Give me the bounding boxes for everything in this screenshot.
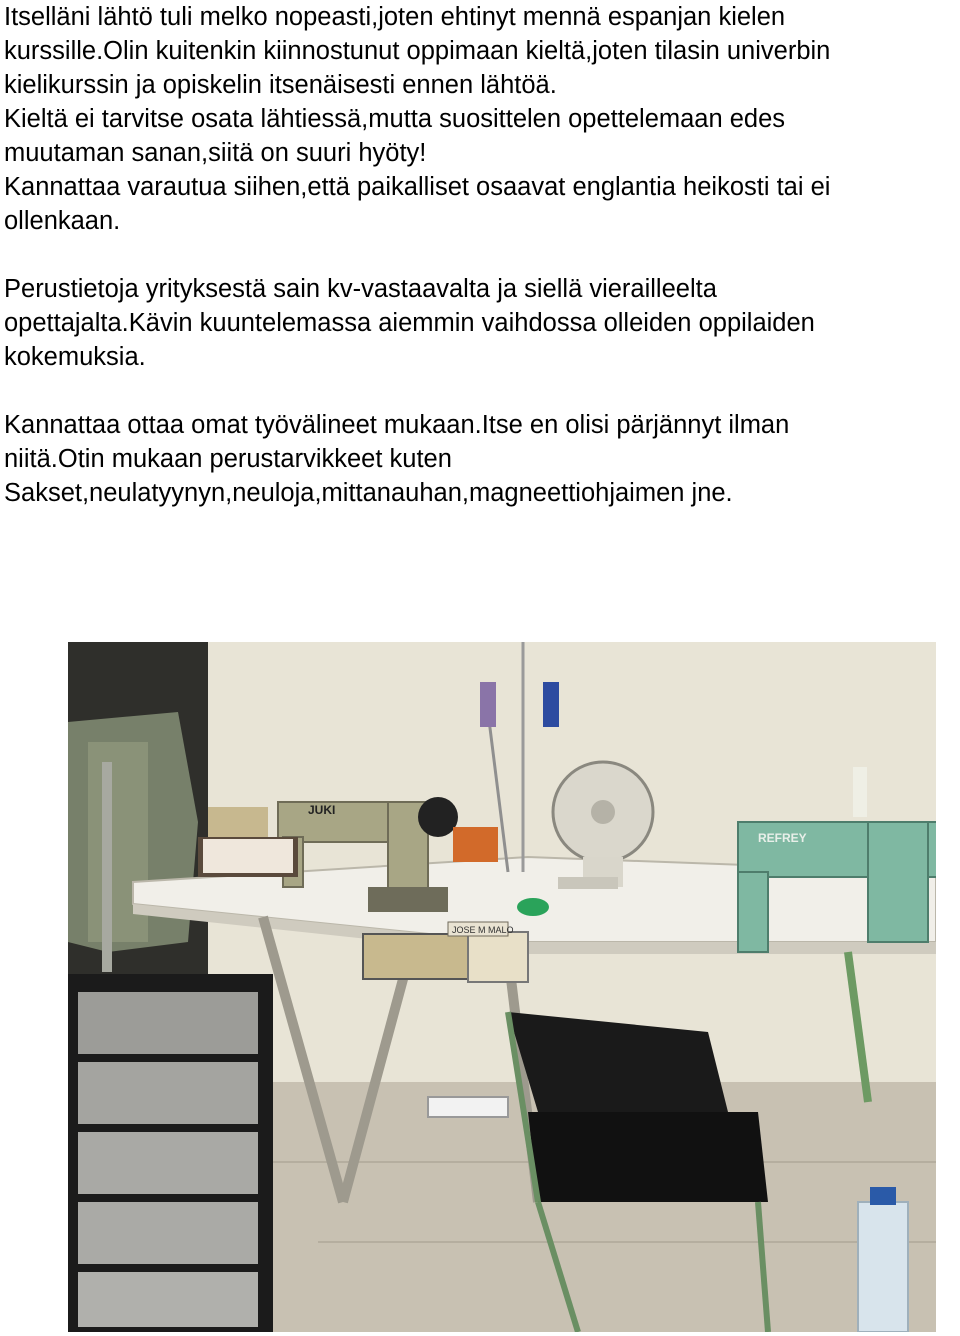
text-line: Itselläni lähtö tuli melko nopeasti,joten ehtinyt mennä espanjan kielen [4,3,786,31]
document-text [4,0,956,510]
orange-container [453,827,498,862]
text-line: Perustietoja yrityksestä sain kv-vastaavalta ja siellä vierailleelta [4,275,717,303]
drawer-cabinet [68,974,273,1332]
text-line: ollenkaan. [4,207,121,235]
text-line: kielikurssin ja opiskelin itsenäisesti ennen lähtöä. [4,71,557,99]
paragraph-gap [4,374,956,408]
paragraph-1 [4,0,956,238]
text-line: Sakset,neulatyynyn,neuloja,mittanauhan,magneettiohjaimen jne. [4,479,733,507]
paragraph-2 [4,272,956,374]
text-line: kurssille.Olin kuitenkin kiinnostunut oppimaan kieltä,joten tilasin univerbin [4,37,831,65]
juki-label: JUKI [308,803,336,817]
tape-roll [517,898,549,916]
text-line: muutaman sanan,siitä on suuri hyöty! [4,139,427,167]
text-line: Kannattaa ottaa omat työvälineet mukaan.Itse en olisi pärjännyt ilman [4,411,790,439]
paragraph-gap [4,238,956,272]
refrey-label: REFREY [758,831,807,845]
paragraph-3 [4,408,956,510]
text-line: opettajalta.Kävin kuuntelemassa aiemmin vaihdossa olleiden oppilaiden [4,309,815,337]
text-line: niitä.Otin mukaan perustarvikkeet kuten [4,445,452,473]
water-bottle [858,1187,908,1332]
text-line: Kannattaa varautua siihen,että paikalliset osaavat englantia heikosti tai ei [4,173,831,201]
table-sticker: JOSE M MALO [452,925,514,935]
text-line: Kieltä ei tarvitse osata lähtiessä,mutta suosittelen opettelemaan edes [4,105,786,133]
power-strip [428,1097,508,1117]
sewing-room-photo [68,642,936,1332]
text-line: kokemuksia. [4,343,146,371]
